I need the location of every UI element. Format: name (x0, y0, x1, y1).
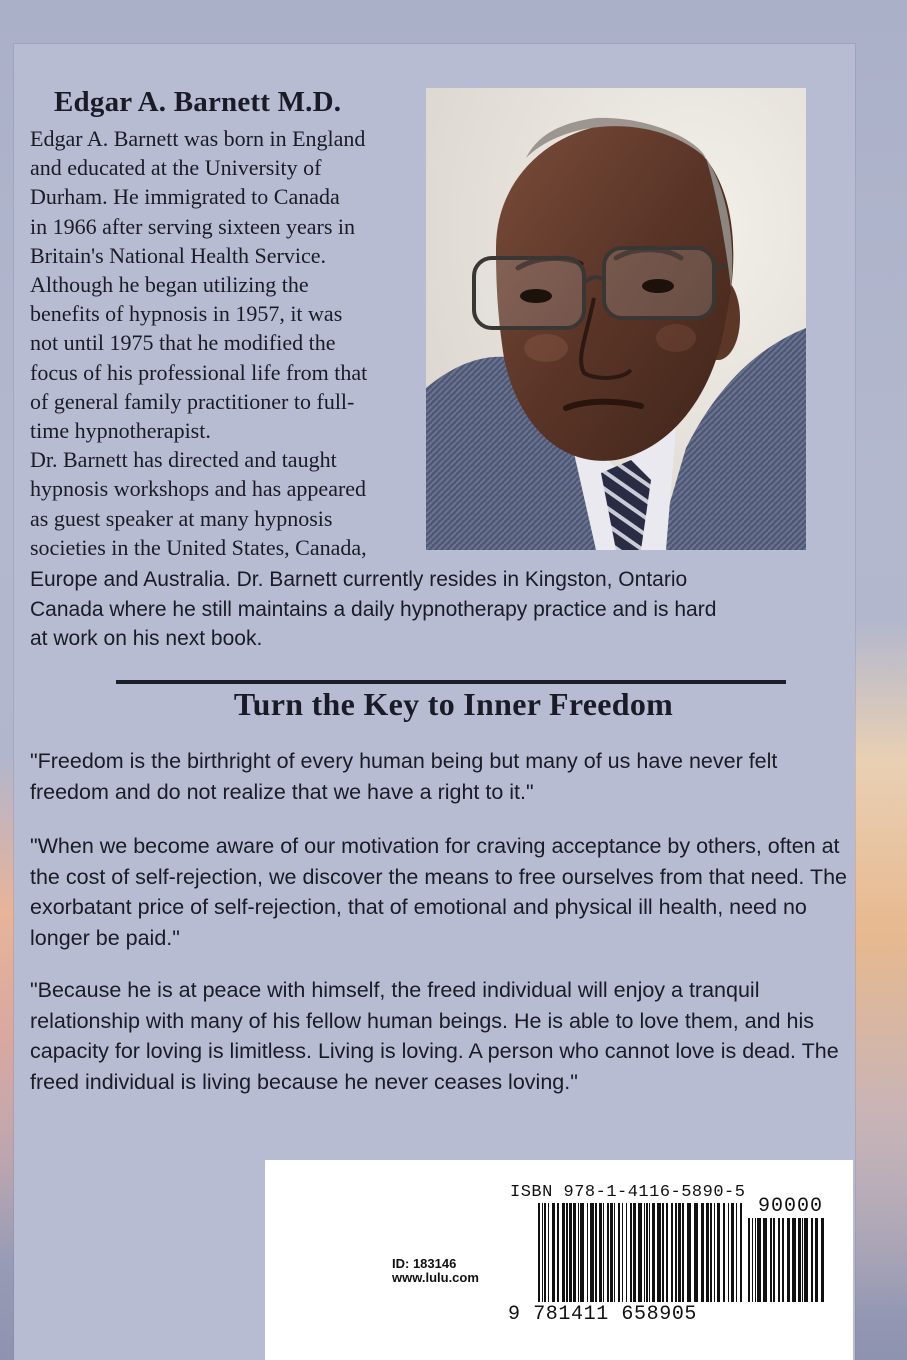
bio-line: societies in the United States, Canada, (30, 534, 367, 560)
bio-line: and educated at the University of (30, 155, 322, 181)
bio-line: Britain's National Health Service. (30, 242, 326, 268)
barcode-digits: 9 781411 658905 (508, 1303, 698, 1326)
bio-line: hypnosis workshops and has appeared (30, 476, 367, 502)
bio-line: Although he began utilizing the (30, 272, 309, 298)
bio-line: at work on his next book. (30, 627, 263, 650)
quote-1: "Freedom is the birthright of every human being but many of us have never felt freedom and do not realize that we have a right to it." (30, 749, 778, 804)
bio-line: Durham. He immigrated to Canada (30, 184, 340, 210)
bio-line: as guest speaker at many hypnosis (30, 505, 333, 531)
book-subtitle: Turn the Key to Inner Freedom (233, 686, 674, 722)
bio-line: Europe and Australia. Dr. Barnett currently resides in Kingston, Ontario (30, 568, 688, 591)
background-glow-left (0, 760, 14, 1260)
author-photo (426, 88, 806, 550)
lulu-url: www.lulu.com (392, 1270, 479, 1285)
bio-line: Edgar A. Barnett was born in England (30, 126, 366, 151)
section-divider (116, 680, 786, 684)
bio-line: time hypnotherapist. (30, 418, 211, 444)
quote-2: "When we become aware of our motivation for craving acceptance by others, often at the cost of self-rejection, we discover the means to free ourselves from that need. The exorbatant price of self-rejection, that of emotional and physical ill health, need no longer be paid." (30, 834, 848, 950)
bio-line: Canada where he still maintains a daily hypnotherapy practice and is hard (30, 597, 717, 621)
bio-line: of general family practitioner to full- (30, 388, 355, 414)
isbn-label: ISBN 978-1-4116-5890-5 (510, 1183, 746, 1202)
bio-line: not until 1975 that he modified the (30, 330, 336, 356)
bio-line: focus of his professional life from that (30, 359, 368, 385)
price-code: 90000 (758, 1195, 824, 1218)
author-name: Edgar A. Barnett M.D. (54, 86, 342, 118)
author-bio-continued (30, 565, 830, 654)
quote-3: "Because he is at peace with himself, the freed individual will enjoy a tranquil relationship with many of his fellow human beings. He is able to love them, and his capacity for loving is limitless. Living is loving. A person who cannot love is dead. The freed individual is living because he never ceases loving." (30, 978, 839, 1094)
bio-line: in 1966 after serving sixteen years in (30, 213, 356, 239)
author-bio (30, 124, 450, 562)
bio-line: Dr. Barnett has directed and taught (30, 447, 337, 473)
lulu-id: ID: 183146 (392, 1256, 457, 1271)
bio-line: benefits of hypnosis in 1957, it was (30, 301, 343, 327)
background-glow-right (847, 620, 907, 1320)
